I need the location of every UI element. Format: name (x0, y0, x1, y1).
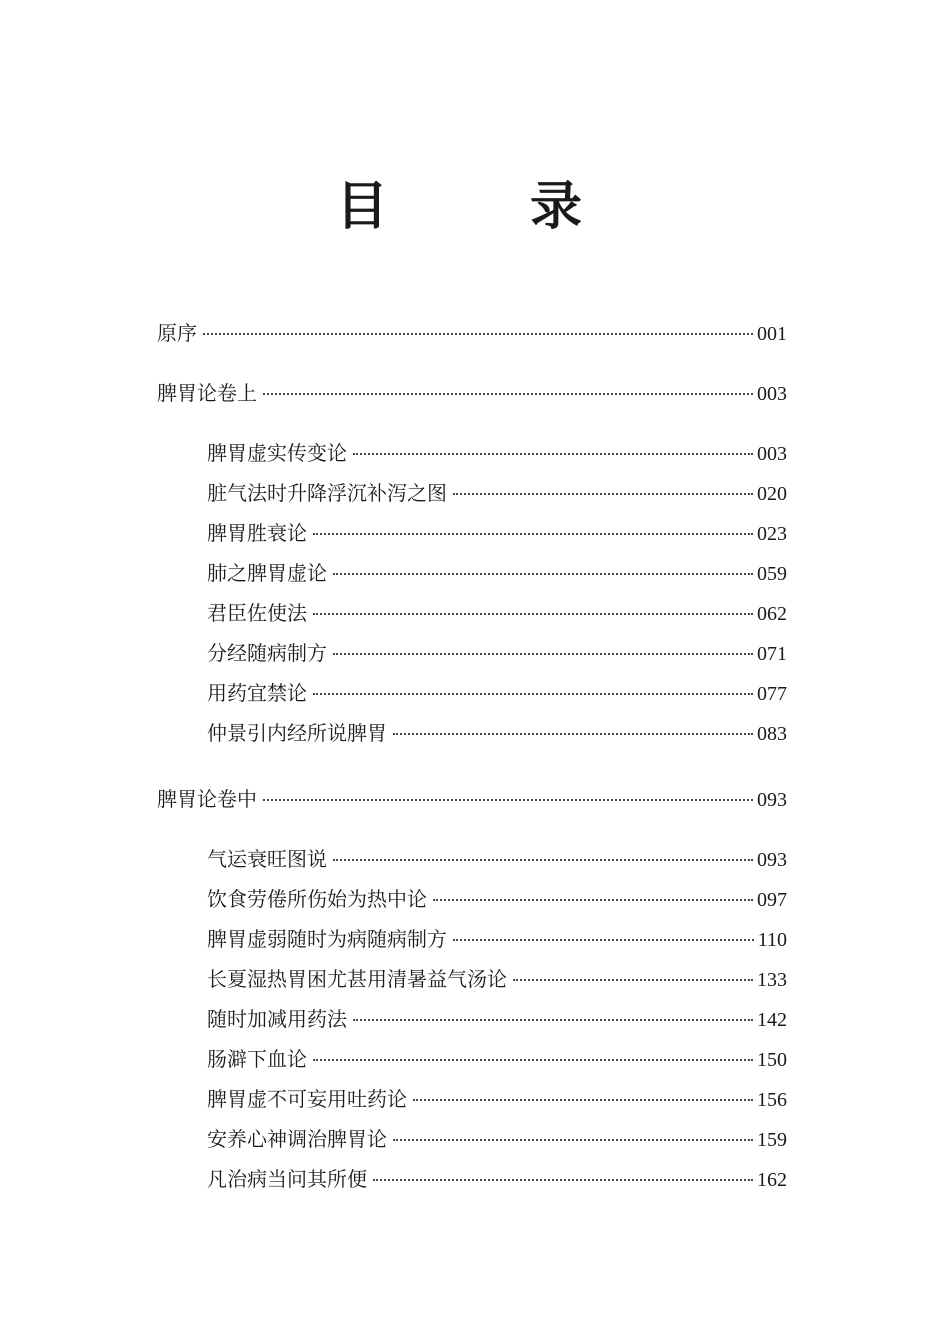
dot-leader (333, 572, 753, 575)
dot-leader (313, 1058, 753, 1061)
toc-entry-label: 脾胃胜衰论 (207, 521, 307, 545)
toc-entry-label: 随时加减用药法 (207, 1007, 347, 1031)
toc-page-number: 093 (757, 849, 787, 871)
dot-leader (513, 978, 753, 981)
toc-page-number: 020 (757, 483, 787, 505)
toc-page-number: 023 (757, 523, 787, 545)
toc-entry[interactable] (207, 438, 787, 468)
toc-entry-label: 君臣佐使法 (207, 601, 307, 625)
toc-entry[interactable] (207, 1164, 787, 1194)
toc-entry-label: 肺之脾胃虚论 (207, 561, 327, 585)
toc-entry[interactable] (207, 844, 787, 874)
toc-page-number: 062 (757, 603, 787, 625)
toc-entry-label: 脏气法时升降浮沉补泻之图 (207, 481, 447, 505)
toc-page-number: 093 (757, 789, 787, 811)
toc-entry[interactable] (207, 1044, 787, 1074)
dot-leader (333, 652, 753, 655)
toc-entry-yuanxu[interactable] (157, 318, 787, 348)
toc-entry-label: 脾胃虚实传变论 (207, 441, 347, 465)
dot-leader (203, 332, 753, 335)
toc-page-number: 162 (757, 1169, 787, 1191)
dot-leader (413, 1098, 753, 1101)
toc-page-number: 083 (757, 723, 787, 745)
dot-leader (313, 692, 753, 695)
toc-entry[interactable] (207, 1084, 787, 1114)
toc-entry-label: 脾胃论卷上 (157, 381, 257, 405)
dot-leader (353, 452, 753, 455)
toc-page-number: 156 (757, 1089, 787, 1111)
dot-leader (433, 898, 753, 901)
dot-leader (333, 858, 753, 861)
toc-entry-label: 脾胃虚不可妄用吐药论 (207, 1087, 407, 1111)
toc-entry-volume-2[interactable] (157, 784, 787, 814)
toc-entry[interactable] (207, 884, 787, 914)
toc-page-number: 071 (757, 643, 787, 665)
toc-entry[interactable] (207, 1004, 787, 1034)
toc-entry[interactable] (207, 964, 787, 994)
toc-page-number: 142 (757, 1009, 787, 1031)
toc-entry-label: 分经随病制方 (207, 641, 327, 665)
toc-entry-label: 脾胃虚弱随时为病随病制方 (207, 927, 447, 951)
toc-entry-label: 安养心神调治脾胃论 (207, 1127, 387, 1151)
dot-leader (313, 532, 753, 535)
dot-leader (393, 1138, 753, 1141)
toc-page-number: 077 (757, 683, 787, 705)
toc-entry-label: 凡治病当问其所便 (207, 1167, 367, 1191)
toc-page-number: 110 (757, 929, 787, 951)
toc-entry-label: 气运衰旺图说 (207, 847, 327, 871)
toc-page-number: 059 (757, 563, 787, 585)
toc-page-number: 097 (757, 889, 787, 911)
dot-leader (263, 392, 753, 395)
toc-entry-label: 仲景引内经所说脾胃 (207, 721, 387, 745)
dot-leader (263, 798, 753, 801)
dot-leader (453, 938, 754, 941)
toc-entry-label: 肠澼下血论 (207, 1047, 307, 1071)
toc-entry-label: 原序 (157, 321, 197, 345)
toc-page-number: 003 (757, 443, 787, 465)
toc-entry-volume-1[interactable] (157, 378, 787, 408)
dot-leader (393, 732, 753, 735)
toc-entry[interactable] (207, 518, 787, 548)
toc-page-number: 133 (757, 969, 787, 991)
dot-leader (373, 1178, 753, 1181)
toc-entry[interactable] (207, 598, 787, 628)
toc-page-number: 150 (757, 1049, 787, 1071)
dot-leader (453, 492, 753, 495)
toc-entry[interactable] (207, 558, 787, 588)
toc-entry-label: 用药宜禁论 (207, 681, 307, 705)
toc-entry-label: 饮食劳倦所伤始为热中论 (207, 887, 427, 911)
toc-entry[interactable] (207, 1124, 787, 1154)
toc-entry[interactable] (207, 678, 787, 708)
toc-page-number: 159 (757, 1129, 787, 1151)
toc-entry[interactable] (207, 638, 787, 668)
toc-page-number: 003 (757, 383, 787, 405)
dot-leader (353, 1018, 753, 1021)
dot-leader (313, 612, 753, 615)
toc-entry[interactable] (207, 718, 787, 748)
page-title: 目 录 (335, 176, 645, 237)
toc-entry[interactable] (207, 478, 787, 508)
toc-entry-label: 长夏湿热胃困尤甚用清暑益气汤论 (207, 967, 507, 991)
toc-entry-label: 脾胃论卷中 (157, 787, 257, 811)
toc-page-number: 001 (757, 323, 787, 345)
toc-entry[interactable] (207, 924, 787, 954)
